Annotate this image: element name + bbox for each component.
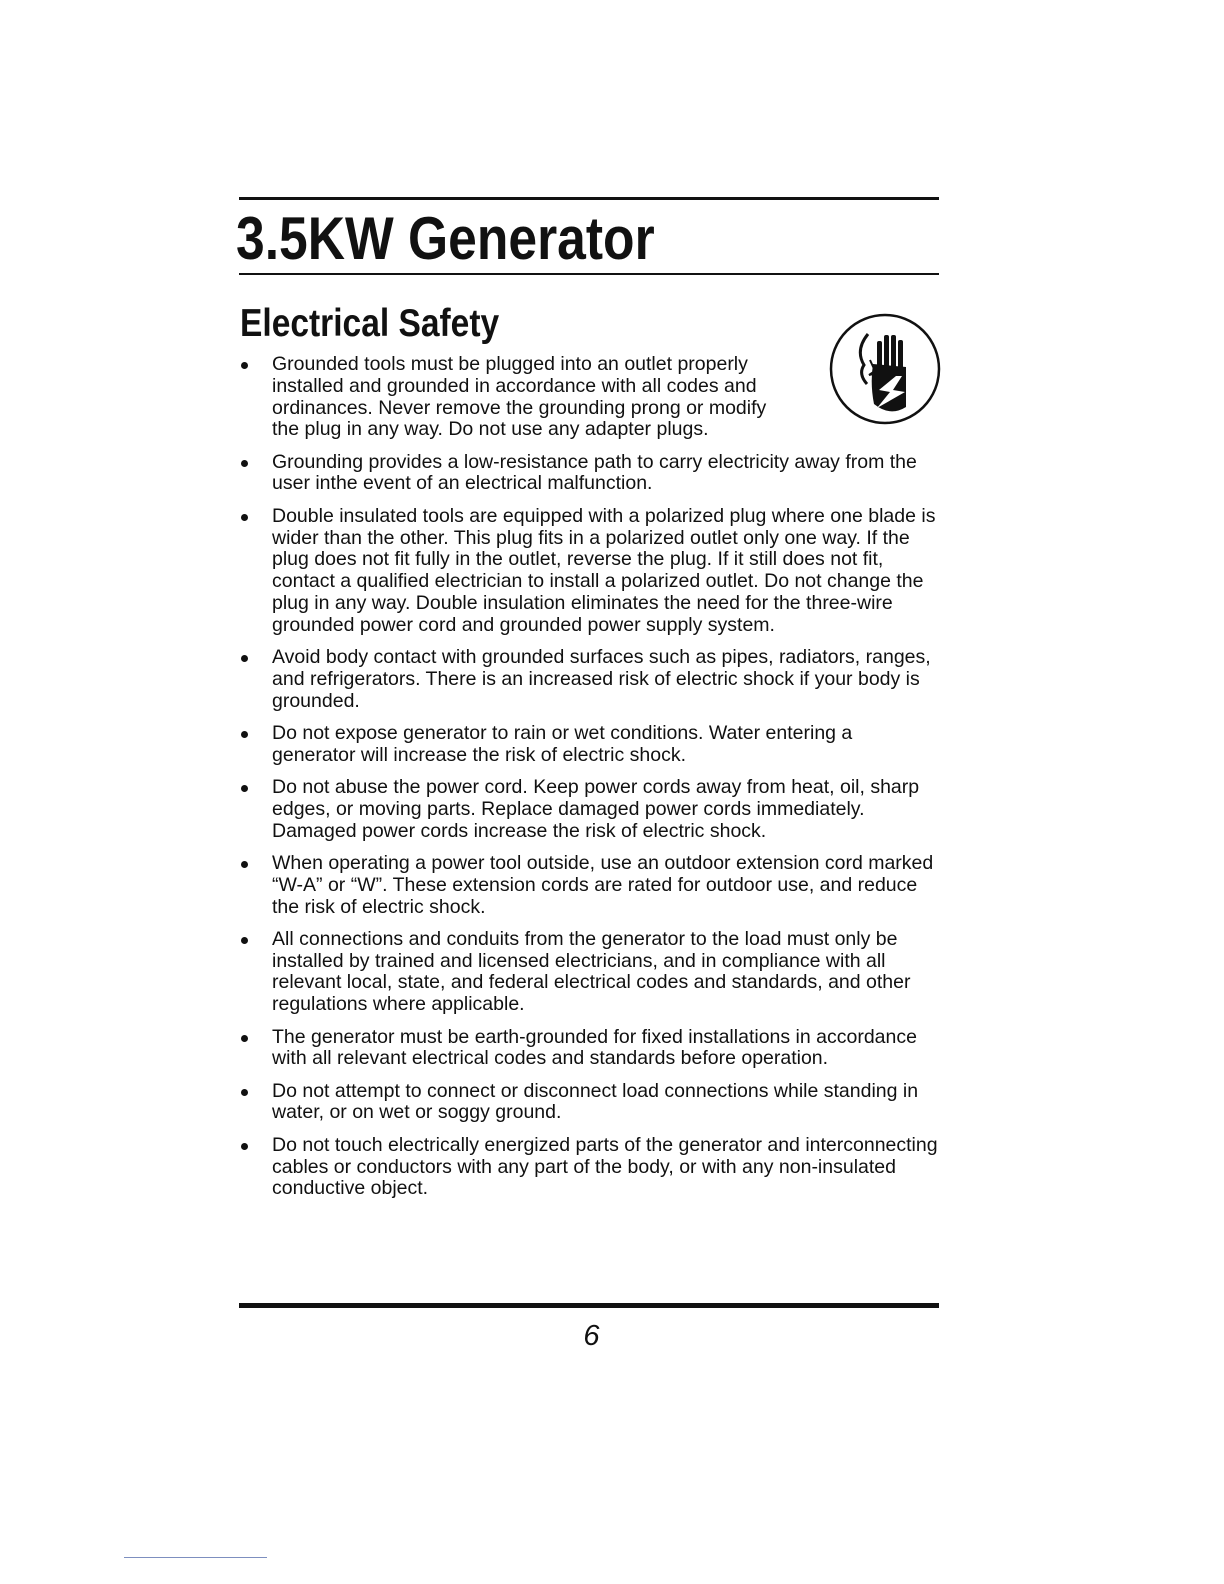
list-item: Grounded tools must be plugged into an outlet properly installed and grounded in accordance with all codes and ordinances. Never remove the grounding prong or modify the plug in any way. Do not use any adapter plugs. bbox=[240, 354, 797, 441]
page-number: 6 bbox=[583, 1320, 600, 1352]
list-item: When operating a power tool outside, use an outdoor extension cord marked “W-A” or “W”. These extension cords are rated for outdoor use, and reduce the risk of electric shock. bbox=[240, 853, 940, 918]
safety-bullet-list bbox=[240, 354, 940, 1211]
list-item: The generator must be earth-grounded for fixed installations in accordance with all relevant electrical codes and standards before operation. bbox=[240, 1027, 940, 1071]
section-title: Electrical Safety bbox=[240, 302, 500, 345]
document-title: 3.5KW Generator bbox=[236, 205, 655, 272]
bottom-rule bbox=[239, 1303, 939, 1308]
list-item: Do not touch electrically energized parts of the generator and interconnecting cables or conductors with any part of the body, or with any non-insulated conductive object. bbox=[240, 1135, 940, 1200]
list-item: Grounding provides a low-resistance path to carry electricity away from the user inthe event of an electrical malfunction. bbox=[240, 452, 940, 496]
list-item: Double insulated tools are equipped with a polarized plug where one blade is wider than the other. This plug fits in a polarized outlet only one way. If the plug does not fit fully in the outlet, reverse the plug. If it still does not fit, contact a qualified electrician to install a polarized outlet. Do not change the plug in any way. Double insulation eliminates the need for the three-wire grounded power cord and grounded power supply system. bbox=[240, 506, 940, 637]
title-rule bbox=[239, 273, 939, 275]
list-item: Do not expose generator to rain or wet conditions. Water entering a generator will increase the risk of electric shock. bbox=[240, 723, 940, 767]
list-item: Do not abuse the power cord. Keep power cords away from heat, oil, sharp edges, or moving parts. Replace damaged power cords immediately. Damaged power cords increase the risk of electric shock. bbox=[240, 777, 940, 842]
list-item: Avoid body contact with grounded surfaces such as pipes, radiators, ranges, and refrigerators. There is an increased risk of electric shock if your body is grounded. bbox=[240, 647, 940, 712]
top-rule bbox=[239, 197, 939, 200]
scan-artifact-line bbox=[124, 1557, 267, 1558]
list-item: Do not attempt to connect or disconnect load connections while standing in water, or on wet or soggy ground. bbox=[240, 1081, 940, 1125]
list-item: All connections and conduits from the generator to the load must only be installed by trained and licensed electricians, and in compliance with all relevant local, state, and federal electrical codes and standards, and other regulations where applicable. bbox=[240, 929, 940, 1016]
